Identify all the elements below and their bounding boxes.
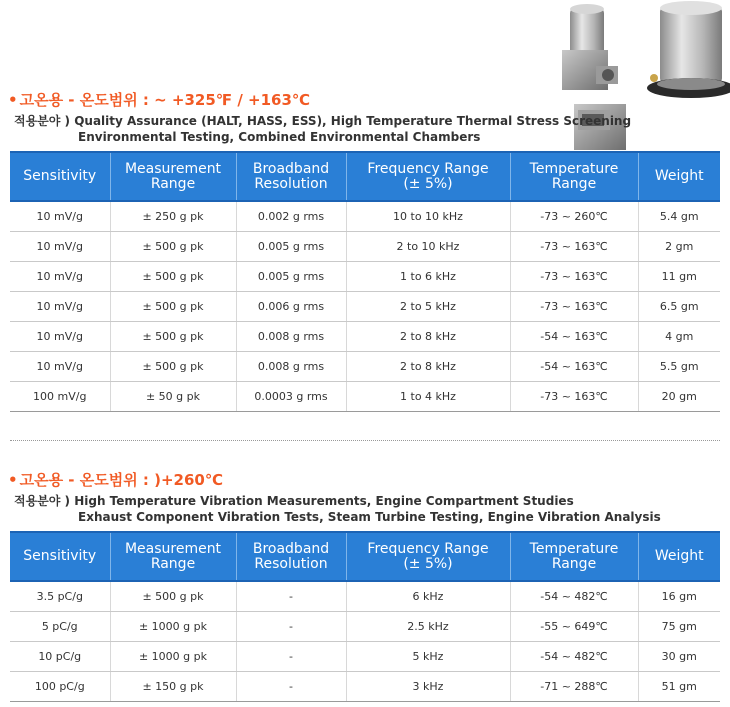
table-row (10, 322, 720, 352)
cell-sensitivity: 10 mV/g (10, 201, 110, 232)
cell-weight: 16 gm (638, 581, 720, 612)
applications-label: 적용분야 ) (14, 494, 71, 508)
cell-sensitivity: 10 mV/g (10, 292, 110, 322)
cell-measurement-range: ± 150 g pk (110, 672, 236, 702)
cell-weight: 11 gm (638, 262, 720, 292)
table-row (10, 382, 720, 412)
applications-line-2: Exhaust Component Vibration Tests, Steam Turbine Testing, Engine Vibration Analysis (78, 510, 661, 524)
cell-frequency-range: 1 to 4 kHz (346, 382, 510, 412)
header-measurement-range: Measurement Range (110, 152, 236, 201)
header-weight: Weight (638, 152, 720, 201)
cell-measurement-range: ± 50 g pk (110, 382, 236, 412)
table-row (10, 262, 720, 292)
header-temperature-range: Temperature Range (510, 152, 638, 201)
spec-table-2 (10, 531, 720, 702)
cell-weight: 4 gm (638, 322, 720, 352)
cell-resolution: - (236, 672, 346, 702)
cell-weight: 51 gm (638, 672, 720, 702)
table-row (10, 352, 720, 382)
cell-weight: 5.5 gm (638, 352, 720, 382)
cell-temperature-range: -73 ~ 163℃ (510, 382, 638, 412)
cell-measurement-range: ± 500 g pk (110, 262, 236, 292)
cell-temperature-range: -73 ~ 260℃ (510, 201, 638, 232)
header-frequency-range: Frequency Range (± 5%) (346, 152, 510, 201)
cell-resolution: - (236, 642, 346, 672)
cell-frequency-range: 1 to 6 kHz (346, 262, 510, 292)
cell-resolution: - (236, 581, 346, 612)
spec-table-1 (10, 151, 720, 412)
applications-label: 적용분야 ) (14, 114, 71, 128)
cell-sensitivity: 10 mV/g (10, 232, 110, 262)
header-broadband-resolution: Broadband Resolution (236, 152, 346, 201)
header-measurement-range: Measurement Range (110, 532, 236, 581)
bullet-icon: • (8, 91, 18, 109)
header-sensitivity: Sensitivity (10, 152, 110, 201)
cell-temperature-range: -54 ~ 482℃ (510, 581, 638, 612)
applications (14, 113, 631, 145)
section-title (8, 89, 310, 110)
cell-sensitivity: 100 pC/g (10, 672, 110, 702)
cell-measurement-range: ± 1000 g pk (110, 642, 236, 672)
cell-temperature-range: -54 ~ 482℃ (510, 642, 638, 672)
cell-weight: 6.5 gm (638, 292, 720, 322)
cell-frequency-range: 2.5 kHz (346, 612, 510, 642)
cell-temperature-range: -55 ~ 649℃ (510, 612, 638, 642)
applications-line-1: High Temperature Vibration Measurements, Engine Compartment Studies (74, 494, 574, 508)
section-divider (10, 440, 720, 441)
header-weight: Weight (638, 532, 720, 581)
table-row (10, 612, 720, 642)
cell-temperature-range: -54 ~ 163℃ (510, 352, 638, 382)
cell-sensitivity: 10 pC/g (10, 642, 110, 672)
cell-frequency-range: 6 kHz (346, 581, 510, 612)
cell-sensitivity: 10 mV/g (10, 262, 110, 292)
table-row (10, 642, 720, 672)
cell-temperature-range: -54 ~ 163℃ (510, 322, 638, 352)
cell-frequency-range: 2 to 10 kHz (346, 232, 510, 262)
cell-weight: 2 gm (638, 232, 720, 262)
cell-resolution: 0.002 g rms (236, 201, 346, 232)
cell-sensitivity: 100 mV/g (10, 382, 110, 412)
table-header-row (10, 532, 720, 581)
cell-temperature-range: -73 ~ 163℃ (510, 292, 638, 322)
applications-line-2: Environmental Testing, Combined Environmental Chambers (78, 130, 481, 144)
cell-frequency-range: 2 to 8 kHz (346, 322, 510, 352)
bullet-icon: • (8, 471, 18, 489)
cell-resolution: 0.006 g rms (236, 292, 346, 322)
applications (14, 493, 661, 525)
cell-resolution: 0.0003 g rms (236, 382, 346, 412)
cell-measurement-range: ± 500 g pk (110, 322, 236, 352)
cell-measurement-range: ± 250 g pk (110, 201, 236, 232)
header-frequency-range: Frequency Range (± 5%) (346, 532, 510, 581)
cell-sensitivity: 10 mV/g (10, 352, 110, 382)
header-broadband-resolution: Broadband Resolution (236, 532, 346, 581)
cell-frequency-range: 3 kHz (346, 672, 510, 702)
table-header-row (10, 152, 720, 201)
cell-temperature-range: -73 ~ 163℃ (510, 262, 638, 292)
table-row (10, 581, 720, 612)
cell-measurement-range: ± 500 g pk (110, 352, 236, 382)
table-row (10, 201, 720, 232)
cell-measurement-range: ± 1000 g pk (110, 612, 236, 642)
cell-frequency-range: 2 to 5 kHz (346, 292, 510, 322)
cell-frequency-range: 10 to 10 kHz (346, 201, 510, 232)
cell-frequency-range: 5 kHz (346, 642, 510, 672)
cell-measurement-range: ± 500 g pk (110, 581, 236, 612)
cell-resolution: 0.005 g rms (236, 232, 346, 262)
table-row (10, 232, 720, 262)
section-title (8, 469, 223, 490)
header-sensitivity: Sensitivity (10, 532, 110, 581)
cell-weight: 5.4 gm (638, 201, 720, 232)
cell-resolution: - (236, 612, 346, 642)
cell-resolution: 0.005 g rms (236, 262, 346, 292)
cell-temperature-range: -71 ~ 288℃ (510, 672, 638, 702)
table-row (10, 672, 720, 702)
section-title-text: 고온용 - 온도범위 : )+260℃ (19, 471, 224, 489)
cell-temperature-range: -73 ~ 163℃ (510, 232, 638, 262)
table-row (10, 292, 720, 322)
applications-line-1: Quality Assurance (HALT, HASS, ESS), High Temperature Thermal Stress Screening (74, 114, 632, 128)
cell-weight: 30 gm (638, 642, 720, 672)
cell-measurement-range: ± 500 g pk (110, 292, 236, 322)
header-temperature-range: Temperature Range (510, 532, 638, 581)
section-title-text: 고온용 - 온도범위 : ~ +325℉ / +163℃ (19, 91, 311, 109)
cell-measurement-range: ± 500 g pk (110, 232, 236, 262)
cell-resolution: 0.008 g rms (236, 352, 346, 382)
cell-sensitivity: 10 mV/g (10, 322, 110, 352)
cell-weight: 75 gm (638, 612, 720, 642)
cell-resolution: 0.008 g rms (236, 322, 346, 352)
cell-sensitivity: 3.5 pC/g (10, 581, 110, 612)
cell-weight: 20 gm (638, 382, 720, 412)
cell-frequency-range: 2 to 8 kHz (346, 352, 510, 382)
cell-sensitivity: 5 pC/g (10, 612, 110, 642)
